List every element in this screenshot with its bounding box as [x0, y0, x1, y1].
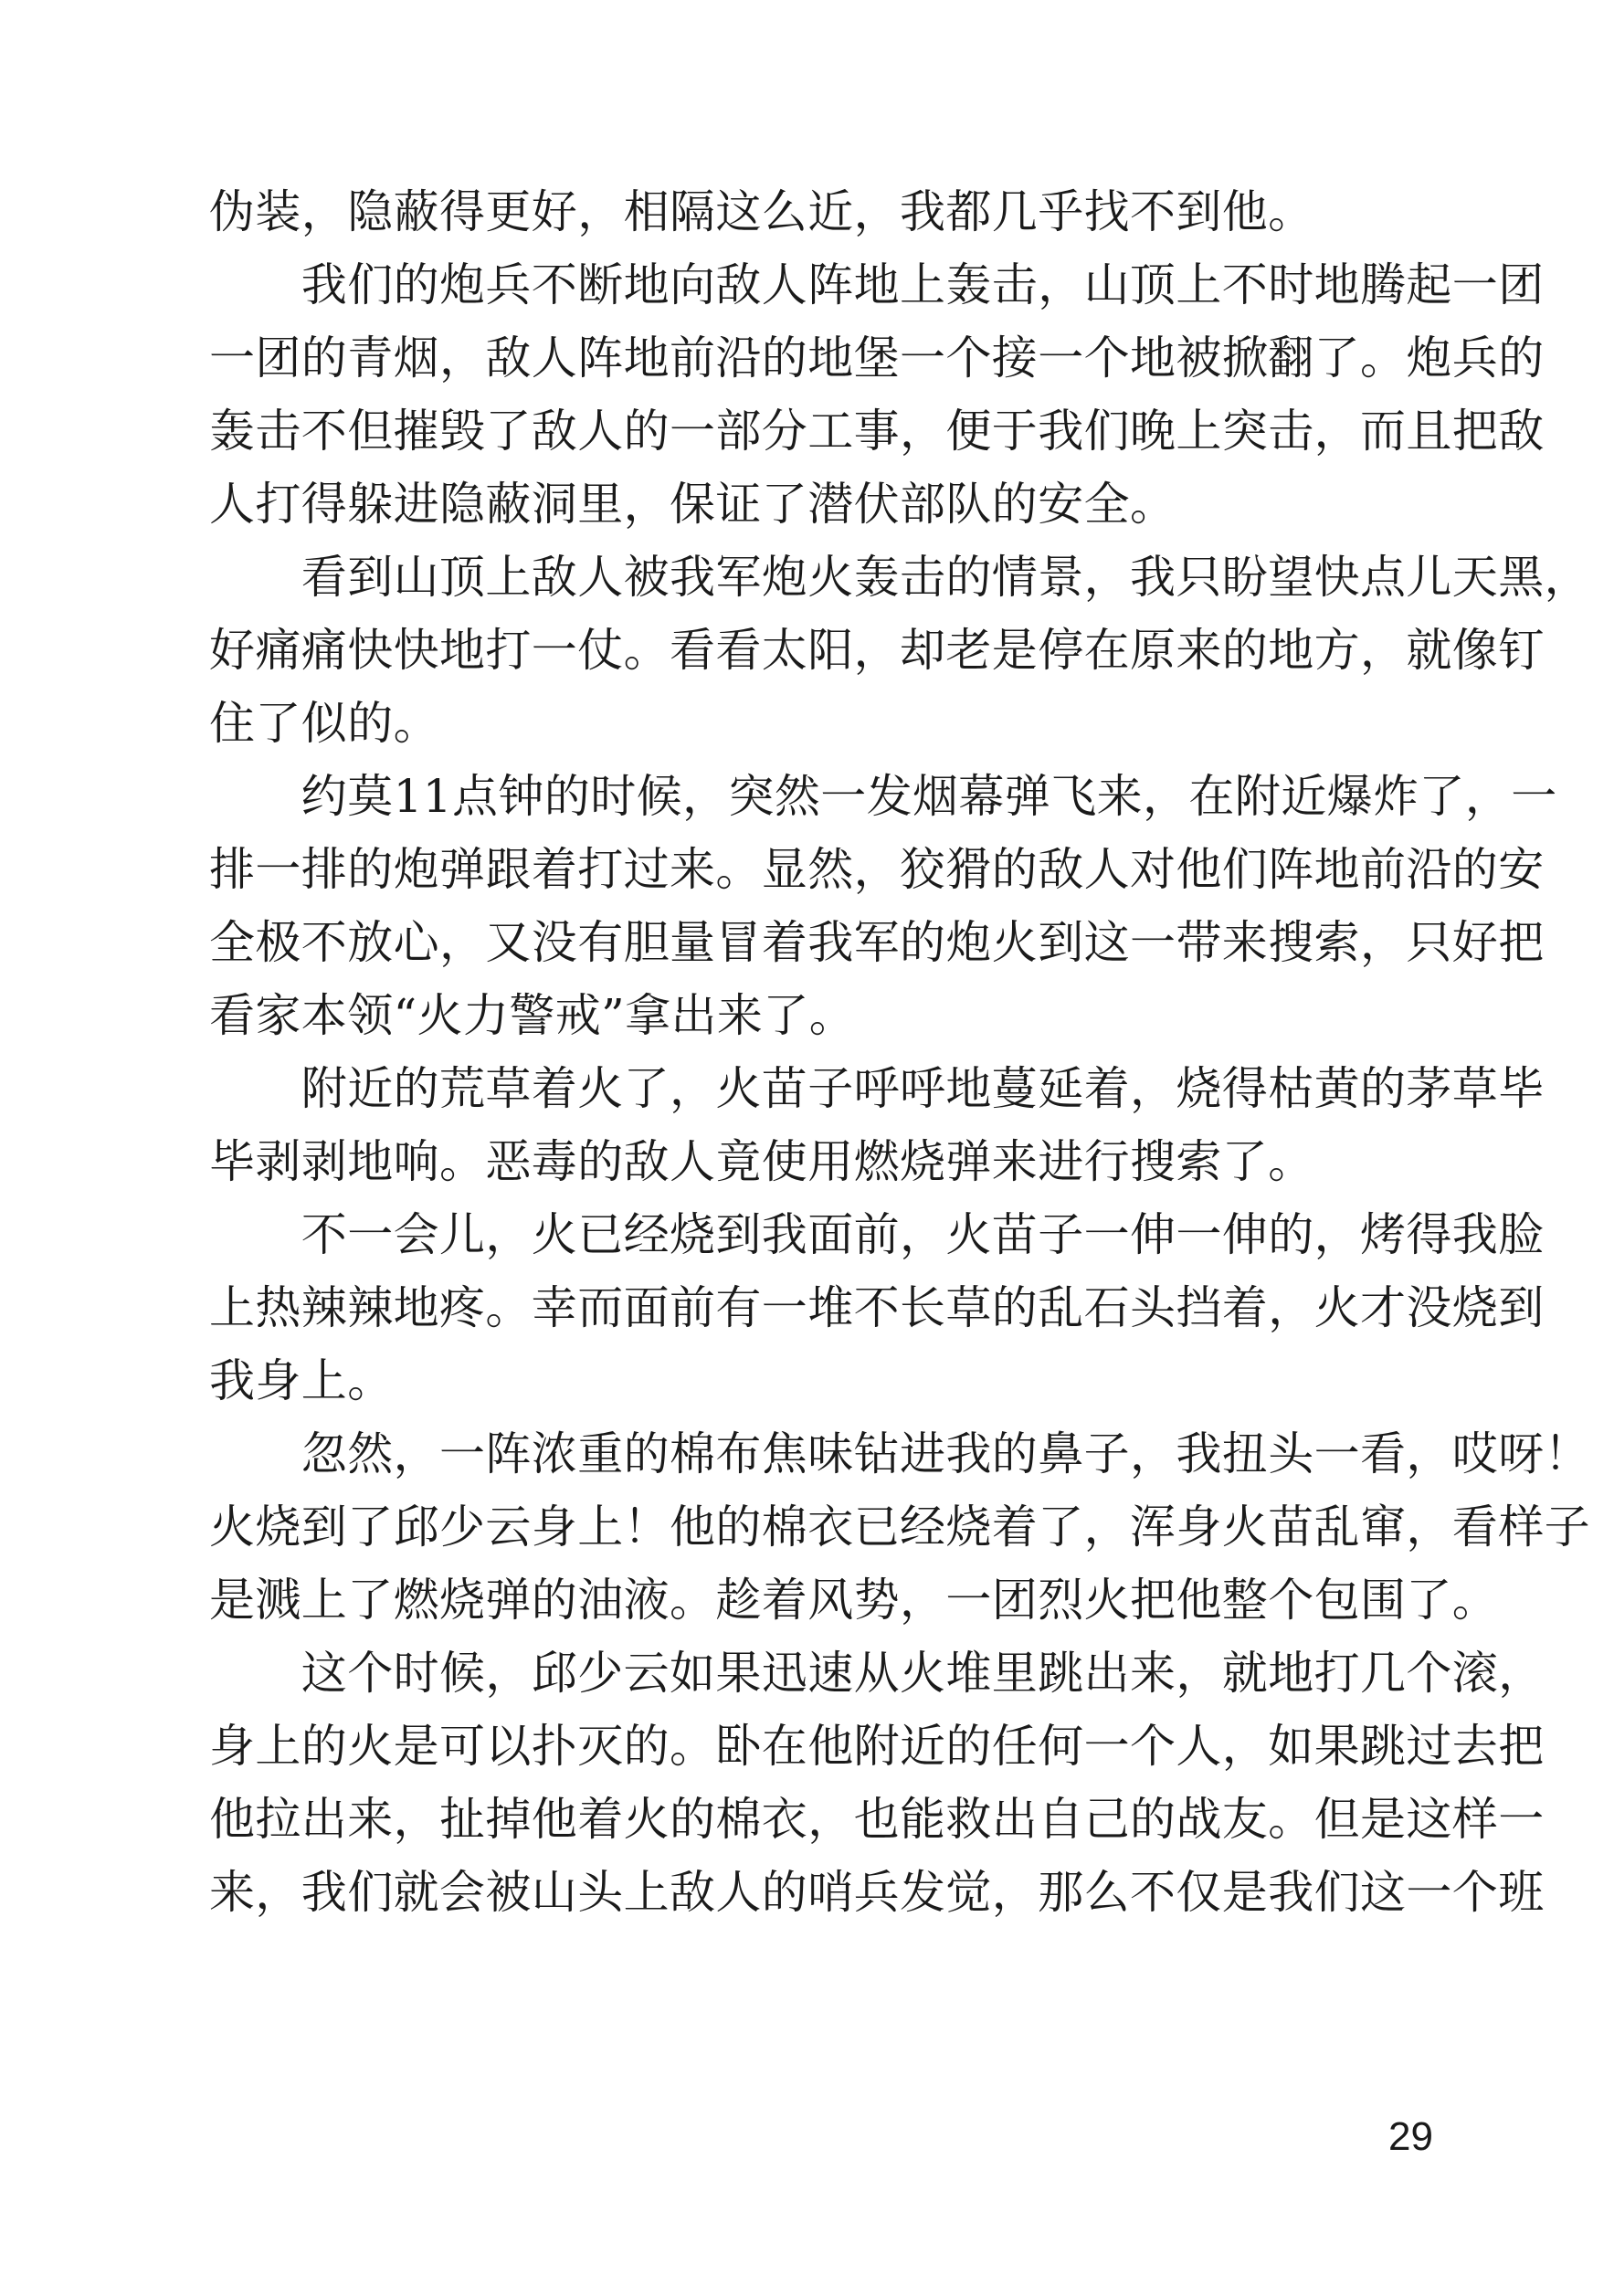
text-line: 我们的炮兵不断地向敌人阵地上轰击，山顶上不时地腾起一团 — [209, 258, 1545, 311]
text-line: 身上的火是可以扑灭的。卧在他附近的任何一个人，如果跳过去把 — [209, 1720, 1545, 1773]
text-line: 火烧到了邱少云身上！他的棉衣已经烧着了，浑身火苗乱窜，看样子 — [209, 1501, 1590, 1553]
text-line: 附近的荒草着火了，火苗子呼呼地蔓延着，烧得枯黄的茅草毕 — [209, 1062, 1545, 1115]
text-line: 一团的青烟，敌人阵地前沿的地堡一个接一个地被掀翻了。炮兵的 — [209, 332, 1545, 384]
text-line: 全极不放心，又没有胆量冒着我军的炮火到这一带来搜索，只好把 — [209, 916, 1545, 969]
text-line: 这个时候，邱少云如果迅速从火堆里跳出来，就地打几个滚， — [209, 1647, 1545, 1700]
text-line: 好痛痛快快地打一仗。看看太阳，却老是停在原来的地方，就像钉 — [209, 624, 1545, 677]
text-line: 人打得躲进隐蔽洞里，保证了潜伏部队的安全。 — [209, 478, 1176, 531]
text-line: 毕剥剥地响。恶毒的敌人竟使用燃烧弹来进行搜索了。 — [209, 1135, 1314, 1188]
text-line: 排一排的炮弹跟着打过来。显然，狡猾的敌人对他们阵地前沿的安 — [209, 843, 1545, 896]
text-line: 约莫11点钟的时候，突然一发烟幕弹飞来，在附近爆炸了，一 — [209, 770, 1557, 823]
text-line: 来，我们就会被山头上敌人的哨兵发觉，那么不仅是我们这一个班 — [209, 1866, 1545, 1919]
text-line: 我身上。 — [209, 1354, 394, 1407]
text-line: 上热辣辣地疼。幸而面前有一堆不长草的乱石头挡着，火才没烧到 — [209, 1281, 1545, 1334]
text-line: 伪装，隐蔽得更好，相隔这么近，我都几乎找不到他。 — [209, 185, 1314, 238]
text-line: 住了似的。 — [209, 697, 439, 750]
text-line: 忽然，一阵浓重的棉布焦味钻进我的鼻子，我扭头一看，哎呀！ — [209, 1427, 1590, 1480]
text-line: 不一会儿，火已经烧到我面前，火苗子一伸一伸的，烤得我脸 — [209, 1208, 1545, 1261]
text-line: 他拉出来，扯掉他着火的棉衣，也能救出自己的战友。但是这样一 — [209, 1793, 1545, 1846]
page-number: 29 — [1388, 2114, 1433, 2159]
text-line: 看到山顶上敌人被我军炮火轰击的情景，我只盼望快点儿天黑， — [209, 551, 1590, 604]
text-line: 看家本领“火力警戒”拿出来了。 — [209, 989, 856, 1042]
text-line: 是溅上了燃烧弹的油液。趁着风势，一团烈火把他整个包围了。 — [209, 1574, 1499, 1627]
text-line: 轰击不但摧毁了敌人的一部分工事，便于我们晚上突击，而且把敌 — [209, 405, 1545, 458]
